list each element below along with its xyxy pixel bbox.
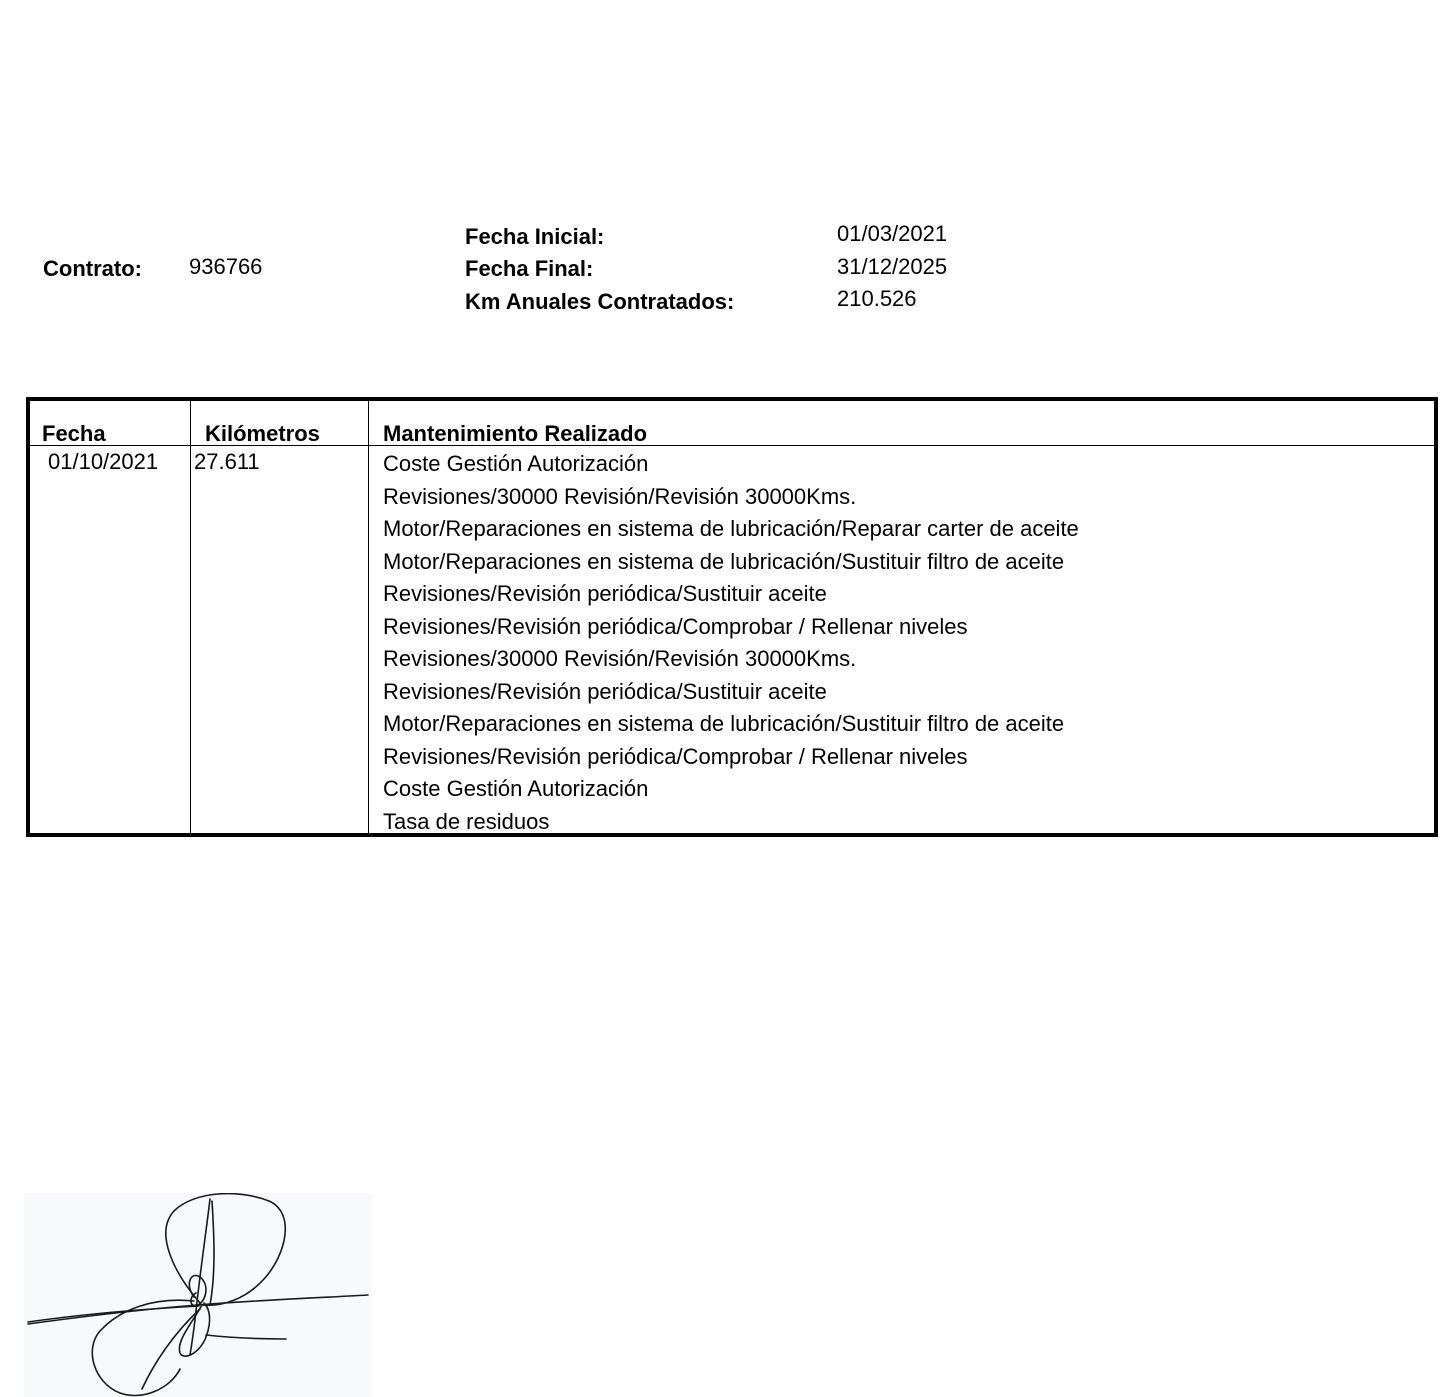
column-header-date: Fecha	[42, 421, 106, 446]
row-km: 27.611	[194, 449, 260, 474]
maintenance-item: Revisiones/Revisión periódica/Sustituir aceite	[383, 678, 827, 704]
start-date-value: 01/03/2021	[837, 221, 948, 246]
maintenance-items	[383, 451, 1079, 841]
end-date-value: 31/12/2025	[837, 254, 948, 279]
end-date-label: Fecha Final:	[465, 256, 594, 281]
maintenance-item: Motor/Reparaciones en sistema de lubricación/Sustituir filtro de aceite	[383, 548, 1065, 574]
annual-km-label: Km Anuales Contratados:	[465, 289, 735, 314]
maintenance-item: Revisiones/Revisión periódica/Comprobar / Rellenar niveles	[383, 743, 968, 769]
maintenance-item: Revisiones/Revisión periódica/Comprobar / Rellenar niveles	[383, 613, 968, 639]
maintenance-item: Revisiones/30000 Revisión/Revisión 30000Kms.	[383, 483, 857, 509]
row-date: 01/10/2021	[48, 449, 159, 474]
column-divider	[190, 401, 191, 833]
maintenance-item: Coste Gestión Autorización	[383, 451, 649, 476]
maintenance-item: Coste Gestión Autorización	[383, 776, 649, 801]
column-divider	[368, 401, 369, 833]
column-header-km: Kilómetros	[205, 421, 320, 446]
contract-value: 936766	[189, 254, 263, 279]
annual-km-value: 210.526	[837, 286, 917, 311]
contract-label: Contrato:	[43, 256, 142, 281]
maintenance-table	[26, 397, 1438, 837]
maintenance-item: Revisiones/Revisión periódica/Sustituir aceite	[383, 581, 827, 606]
maintenance-item: Motor/Reparaciones en sistema de lubricación/Reparar carter de aceite	[383, 516, 1079, 541]
signature-icon	[24, 1193, 372, 1397]
start-date-label: Fecha Inicial:	[465, 224, 605, 249]
maintenance-item: Revisiones/30000 Revisión/Revisión 30000Kms.	[383, 646, 857, 671]
signature	[24, 1193, 372, 1397]
maintenance-item: Motor/Reparaciones en sistema de lubricación/Sustituir filtro de aceite	[383, 711, 1065, 736]
maintenance-item: Tasa de residuos	[383, 808, 550, 834]
column-header-maintenance: Mantenimiento Realizado	[383, 421, 648, 446]
